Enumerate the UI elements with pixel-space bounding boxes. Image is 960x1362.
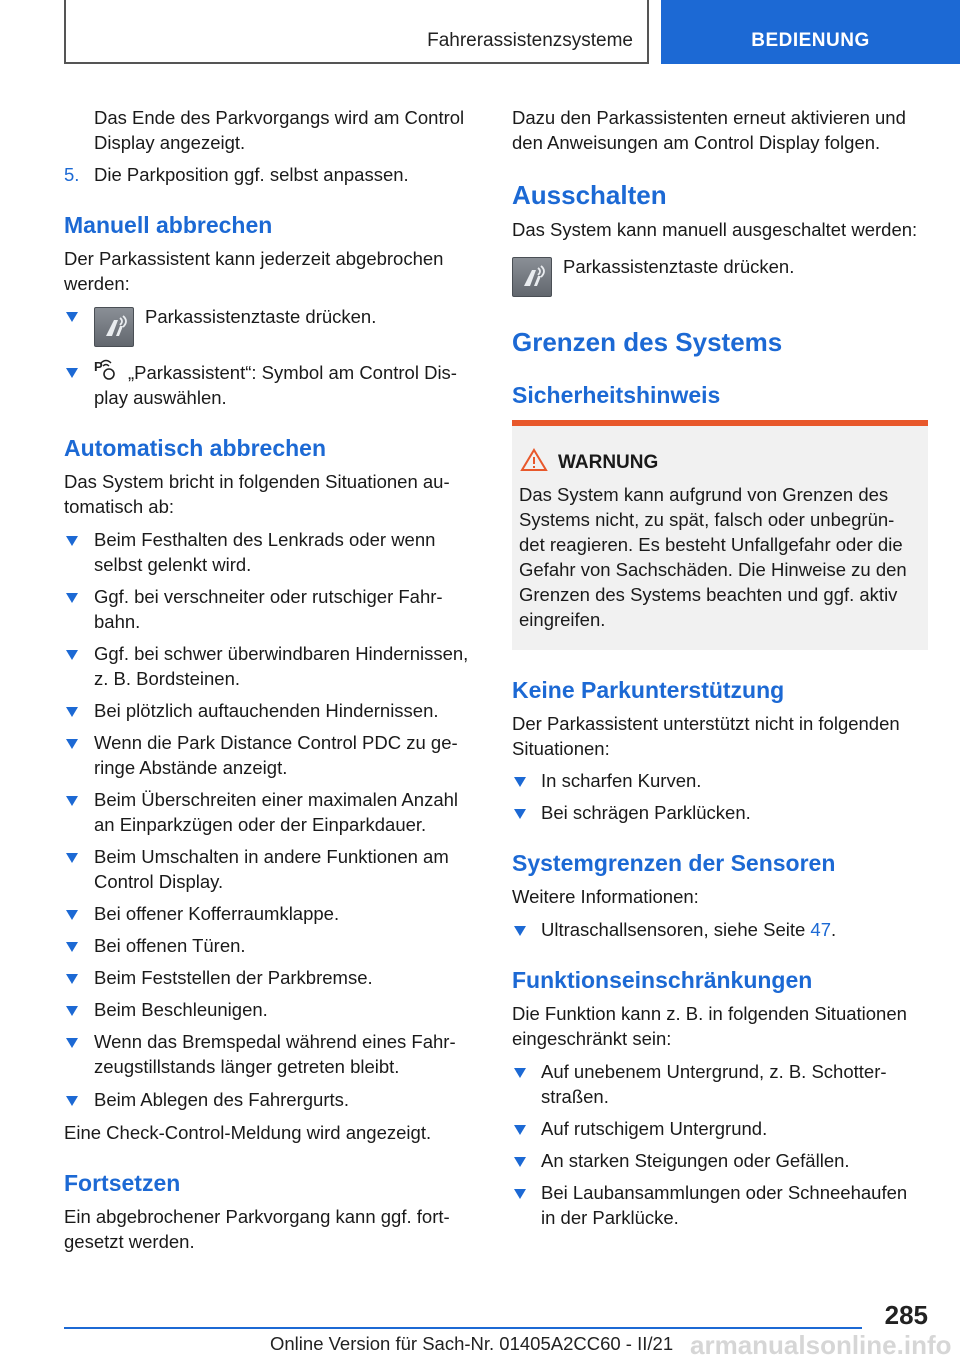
list-item: Auf rutschigem Untergrund. [541,1118,768,1139]
page-link[interactable]: 47 [810,919,831,940]
list-item: Beim Ablegen des Fahrergurts. [94,1089,350,1110]
list-item-line: play auswählen. [94,387,227,408]
triangle-bullet-icon [66,650,78,660]
list-item-line: Auf unebenem Untergrund, z. B. Schotter- [541,1061,887,1082]
heading-ausschalten: Ausschalten [512,180,667,210]
footer-version-text: Online Version für Sach-Nr. 01405A2CC60 - II/21 [270,1333,674,1354]
triangle-bullet-icon [66,593,78,603]
paragraph-line: Das System bricht in folgenden Situationen au- [64,471,450,492]
aus-paragraph: Das System kann manuell ausgeschaltet werden: [512,219,918,240]
list-item-line: ringe Abstände anzeigt. [94,757,288,778]
warning-line: Das System kann aufgrund von Grenzen des [519,484,889,505]
auto-paragraph [64,469,450,519]
heading-manuell-abbrechen: Manuell abbrechen [64,212,273,238]
heading-funktionseinschraenkungen: Funktionseinschränkungen [512,967,813,993]
list-item: Beim Beschleunigen. [94,999,268,1020]
list-item: Bei schrägen Parklücken. [541,802,751,823]
list-item-line: Bei Laubansammlungen oder Schneehaufen [541,1182,908,1203]
paragraph-line: Der Parkassistent kann jederzeit abgebrochen [64,248,444,269]
list-item: Parkassistenztaste drücken. [145,306,377,327]
list-item-line: bahn. [94,611,141,632]
warning-line: eingreifen. [519,609,606,630]
auto-footer-text: Eine Check-Control-Meldung wird angezeigt. [64,1122,432,1143]
header-section-box [64,0,649,64]
list-item-line: Wenn die Park Distance Control PDC zu ge- [94,732,458,753]
heading-automatisch-abbrechen: Automatisch abbrechen [64,435,326,461]
list-item [94,527,435,577]
list-item [94,641,468,691]
triangle-bullet-icon [514,1189,526,1199]
triangle-bullet-icon [66,1006,78,1016]
list-item-line: „Parkassistent“: Symbol am Control Dis- [128,362,457,383]
warning-box [512,420,928,650]
footer-divider [64,1327,862,1329]
intro-paragraph [94,105,464,155]
paragraph-line: Der Parkassistent unterstützt nicht in folgenden [512,713,900,734]
list-item: Bei offenen Türen. [94,935,246,956]
list-item: Bei plötzlich auftauchenden Hindernissen. [94,700,439,721]
triangle-bullet-icon [514,926,526,936]
triangle-bullet-icon [66,910,78,920]
list-item-line: an Einparkzügen oder der Einparkdauer. [94,814,427,835]
page-number: 285 [884,1300,928,1330]
park-assist-symbol-icon [94,358,118,382]
list-item [541,1180,907,1230]
list-item-line: Ggf. bei schwer überwindbaren Hindernissen, [94,643,469,664]
list-item-line: z. B. Bordsteinen. [94,668,241,689]
fort-paragraph [64,1204,450,1254]
svg-text:P: P [94,359,103,374]
list-item [94,584,443,634]
triangle-bullet-icon [514,809,526,819]
list-item-line: selbst gelenkt wird. [94,554,252,575]
list-item: In scharfen Kurven. [541,770,702,791]
funk-paragraph [512,1001,907,1051]
warning-title: WARNUNG [558,452,659,473]
sensor-paragraph: Weitere Informationen: [512,886,699,907]
triangle-bullet-icon [66,1038,78,1048]
heading-keine-parkunterstuetzung: Keine Parkunterstützung [512,677,785,703]
list-item-line: Beim Umschalten in andere Funktionen am [94,846,449,867]
list-item: An starken Steigungen oder Gefällen. [541,1150,850,1171]
heading-sicherheitshinweis: Sicherheitshinweis [512,382,721,408]
warning-line: Gefahr von Sachschäden. Die Hinweise zu den [519,559,907,580]
header-section-title: Fahrerassistenzsysteme [427,30,633,51]
manuell-paragraph [64,246,443,296]
triangle-bullet-icon [66,707,78,717]
triangle-bullet-icon [66,853,78,863]
list-item: Bei offener Kofferraumklappe. [94,903,340,924]
list-item [94,1029,456,1079]
list-item-line: Beim Festhalten des Lenkrads oder wenn [94,529,436,550]
intro-line: Display angezeigt. [94,132,246,153]
aus-button-text: Parkassistenztaste drücken. [563,256,795,277]
triangle-bullet-icon [66,942,78,952]
paragraph-line: tomatisch ab: [64,496,175,517]
warning-line: Grenzen des Systems beachten und ggf. aktiv [519,584,898,605]
list-item-line: in der Parklücke. [541,1207,679,1228]
keine-paragraph [512,711,900,761]
list-item-line: Control Display. [94,871,224,892]
list-item [541,917,836,942]
list-item: Beim Feststellen der Parkbremse. [94,967,373,988]
list-item-text: Ultraschallsensoren, siehe Seite [541,919,811,940]
list-item-line: zeugstillstands länger getreten bleibt. [94,1056,400,1077]
intro-line: Das Ende des Parkvorgangs wird am Control [94,107,465,128]
paragraph-line: Situationen: [512,738,610,759]
watermark: armanualsonline.info [690,1330,952,1360]
triangle-bullet-icon [514,777,526,787]
paragraph-line: Dazu den Parkassistenten erneut aktivieren und [512,107,906,128]
triangle-bullet-icon [66,368,78,378]
warning-line: det reagieren. Es besteht Unfallgefahr oder die [519,534,903,555]
triangle-bullet-icon [66,312,78,322]
paragraph-line: den Anweisungen am Control Display folgen. [512,132,881,153]
list-item-line: Ggf. bei verschneiter oder rutschiger Fahr- [94,586,443,607]
list-item-line: straßen. [541,1086,609,1107]
step-text: Die Parkposition ggf. selbst anpassen. [94,164,409,185]
warning-text [519,482,907,632]
step-number: 5. [64,164,80,185]
list-item [94,844,449,894]
intro-paragraph [512,105,906,155]
list-item-end: . [831,919,837,940]
triangle-bullet-icon [66,536,78,546]
triangle-bullet-icon [66,739,78,749]
paragraph-line: Die Funktion kann z. B. in folgenden Situationen [512,1003,907,1024]
warning-triangle-icon [520,448,548,472]
triangle-bullet-icon [66,1096,78,1106]
triangle-bullet-icon [66,796,78,806]
park-assist-button-icon [512,257,552,297]
header-tab[interactable] [661,0,960,64]
header-tab-label: BEDIENUNG [751,30,870,51]
list-item-line: Beim Überschreiten einer maximalen Anzahl [94,789,459,810]
triangle-bullet-icon [514,1125,526,1135]
park-assist-button-icon [94,307,134,347]
triangle-bullet-icon [514,1068,526,1078]
list-item [94,787,458,837]
paragraph-line: Ein abgebrochener Parkvorgang kann ggf. fort- [64,1206,450,1227]
triangle-bullet-icon [66,974,78,984]
heading-grenzen-des-systems: Grenzen des Systems [512,327,783,357]
heading-systemgrenzen-sensoren: Systemgrenzen der Sensoren [512,850,836,876]
list-item-line: Wenn das Bremspedal während eines Fahr- [94,1031,456,1052]
triangle-bullet-icon [514,1157,526,1167]
paragraph-line: gesetzt werden. [64,1231,195,1252]
paragraph-line: werden: [64,273,130,294]
paragraph-line: eingeschränkt sein: [512,1028,672,1049]
list-item [541,1059,887,1109]
list-item [128,360,457,385]
list-item [94,730,458,780]
warning-line: Systems nicht, zu spät, falsch oder unbegrün- [519,509,895,530]
heading-fortsetzen: Fortsetzen [64,1170,181,1196]
